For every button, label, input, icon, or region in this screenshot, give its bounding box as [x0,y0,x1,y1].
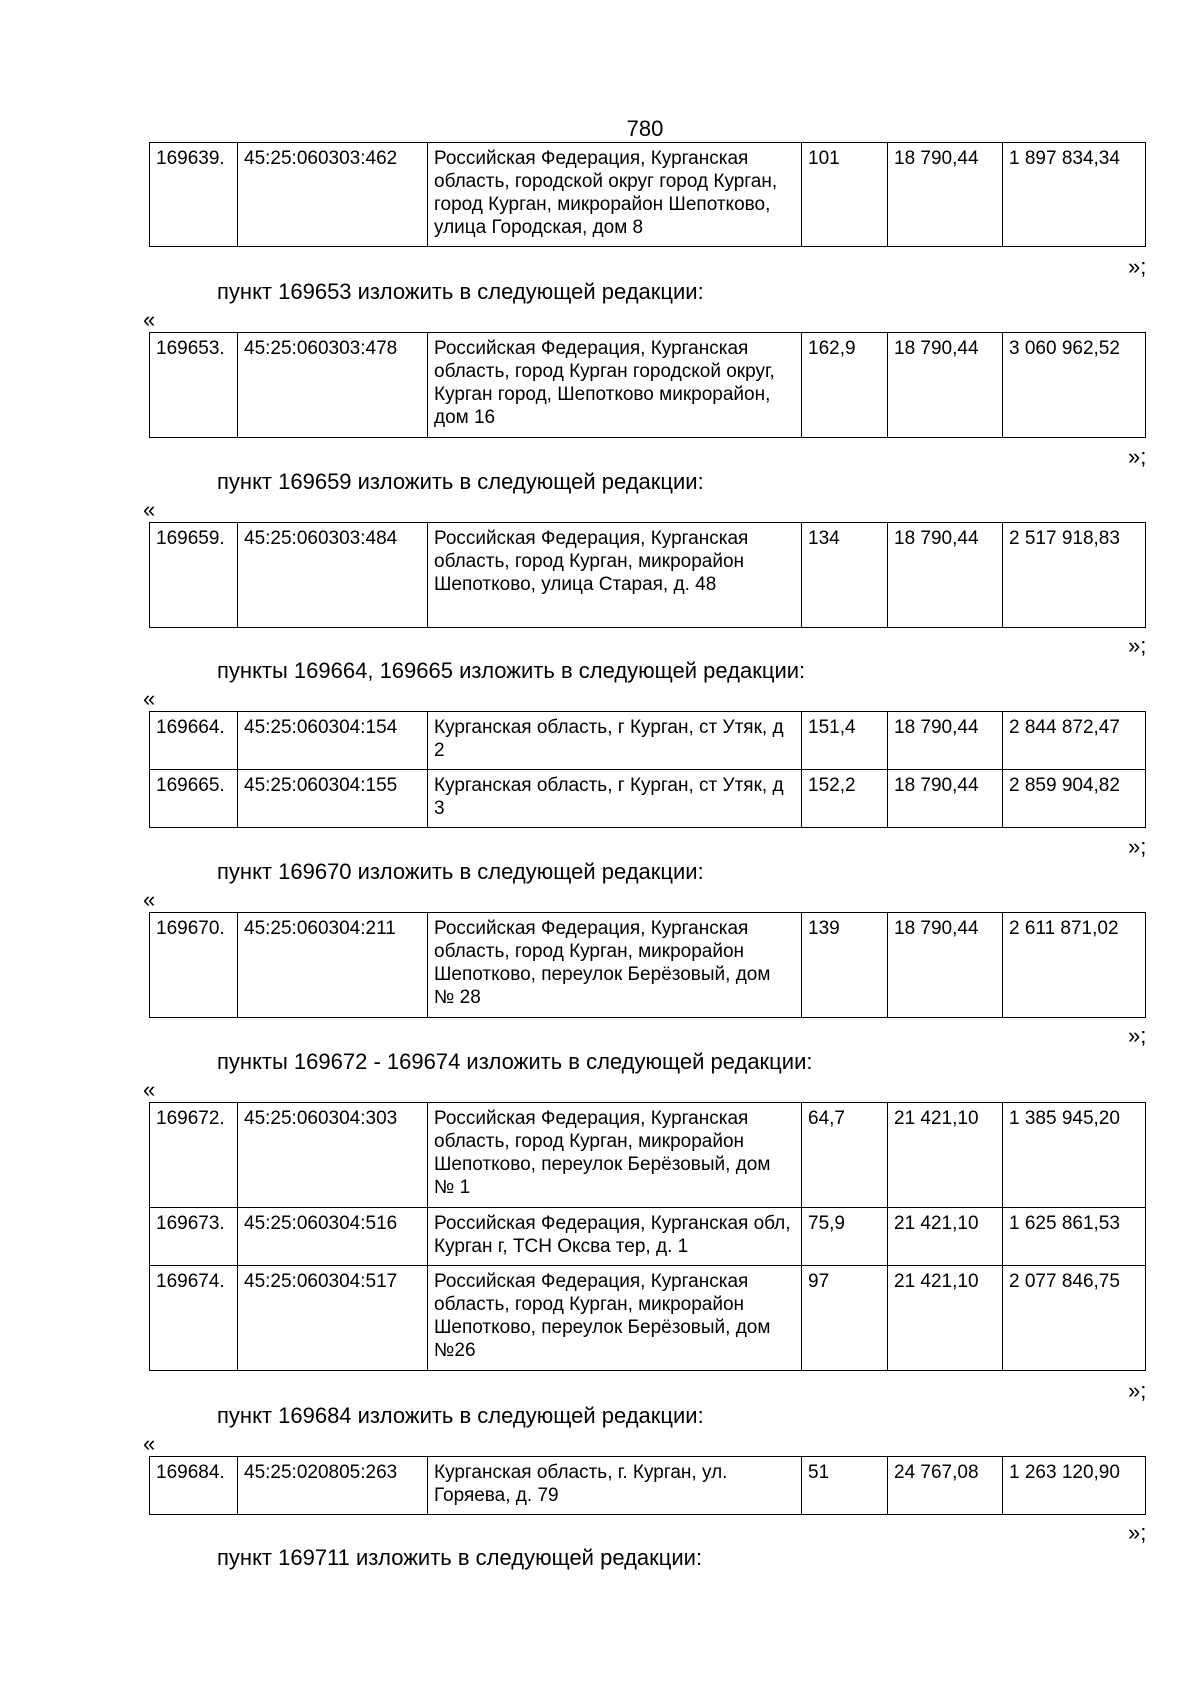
cadastral-number: 45:25:060304:517 [238,1266,428,1371]
table-row [150,712,1146,770]
area: 162,9 [802,333,888,438]
row-number: 169653. [150,333,238,438]
record-table [149,912,1146,1018]
area: 51 [802,1457,888,1515]
area: 75,9 [802,1208,888,1266]
close-quote: »; [1128,444,1147,469]
address: Российская Федерация, Курганская область, городской округ город Курган, город Курган, микрорайон Шепотково, улица Городская, дом 8 [428,143,802,247]
address: Российская Федерация, Курганская область, город Курган городской округ, Курган город, Шепотково микрорайон, дом 16 [428,333,802,438]
cadastral-value: 1 897 834,34 [1003,143,1146,247]
area: 134 [802,523,888,628]
area: 64,7 [802,1103,888,1208]
table-row [150,1103,1146,1208]
cadastral-value: 2 517 918,83 [1003,523,1146,628]
cadastral-value: 1 263 120,90 [1003,1457,1146,1515]
row-number: 169659. [150,523,238,628]
open-quote: « [143,887,156,912]
cadastral-number: 45:25:060303:478 [238,333,428,438]
cadastral-number: 45:25:060304:211 [238,913,428,1018]
cadastral-number: 45:25:060304:154 [238,712,428,770]
area: 97 [802,1266,888,1371]
open-quote: « [143,497,156,522]
row-number: 169674. [150,1266,238,1371]
instruction-text: пункт 169684 изложить в следующей редакции: [217,1403,704,1428]
record-table [149,522,1146,628]
instruction-text: пункт 169711 изложить в следующей редакции: [217,1545,703,1570]
close-quote: »; [1128,254,1147,279]
rate: 18 790,44 [888,770,1003,828]
address: Российская Федерация, Курганская область, город Курган, микрорайон Шепотково, переулок Берёзовый, дом №26 [428,1266,802,1371]
close-quote: »; [1128,1023,1147,1048]
address: Российская Федерация, Курганская область, город Курган, микрорайон Шепотково, переулок Берёзовый, дом № 28 [428,913,802,1018]
page-number: 780 [626,116,664,141]
area: 101 [802,143,888,247]
table-row [150,1457,1146,1515]
cadastral-value: 2 844 872,47 [1003,712,1146,770]
row-number: 169665. [150,770,238,828]
table-row [150,523,1146,628]
address: Российская Федерация, Курганская область, город Курган, микрорайон Шепотково, улица Старая, д. 48 [428,523,802,628]
rate: 24 767,08 [888,1457,1003,1515]
area: 151,4 [802,712,888,770]
cadastral-value: 2 611 871,02 [1003,913,1146,1018]
cadastral-number: 45:25:060304:155 [238,770,428,828]
record-table [149,332,1146,438]
cadastral-number: 45:25:060304:303 [238,1103,428,1208]
record-table [149,711,1146,828]
address: Российская Федерация, Курганская обл, Курган г, ТСН Оксва тер, д. 1 [428,1208,802,1266]
row-number: 169673. [150,1208,238,1266]
cadastral-number: 45:25:060303:462 [238,143,428,247]
table-row [150,913,1146,1018]
row-number: 169684. [150,1457,238,1515]
close-quote: »; [1128,834,1147,859]
address: Российская Федерация, Курганская область, город Курган, микрорайон Шепотково, переулок Берёзовый, дом № 1 [428,1103,802,1208]
area: 139 [802,913,888,1018]
cadastral-number: 45:25:020805:263 [238,1457,428,1515]
instruction-text: пункты 169672 - 169674 изложить в следующей редакции: [217,1049,813,1074]
rate: 18 790,44 [888,913,1003,1018]
address: Курганская область, г Курган, ст Утяк, д 3 [428,770,802,828]
address: Курганская область, г Курган, ст Утяк, д 2 [428,712,802,770]
close-quote: »; [1128,633,1147,658]
rate: 18 790,44 [888,143,1003,247]
cadastral-value: 2 859 904,82 [1003,770,1146,828]
row-number: 169672. [150,1103,238,1208]
cadastral-value: 1 385 945,20 [1003,1103,1146,1208]
row-number: 169639. [150,143,238,247]
rate: 18 790,44 [888,333,1003,438]
rate: 18 790,44 [888,523,1003,628]
area: 152,2 [802,770,888,828]
instruction-text: пункты 169664, 169665 изложить в следующей редакции: [217,658,806,683]
cadastral-number: 45:25:060303:484 [238,523,428,628]
row-number: 169664. [150,712,238,770]
instruction-text: пункт 169670 изложить в следующей редакции: [217,859,704,884]
row-number: 169670. [150,913,238,1018]
cadastral-number: 45:25:060304:516 [238,1208,428,1266]
table-row [150,1208,1146,1266]
cadastral-value: 3 060 962,52 [1003,333,1146,438]
rate: 21 421,10 [888,1103,1003,1208]
instruction-text: пункт 169653 изложить в следующей редакции: [217,279,704,304]
close-quote: »; [1128,1520,1147,1545]
open-quote: « [143,307,156,332]
record-table [149,1102,1146,1371]
table-row [150,333,1146,438]
address: Курганская область, г. Курган, ул. Горяева, д. 79 [428,1457,802,1515]
table-row [150,143,1146,247]
table-row [150,1266,1146,1371]
open-quote: « [143,1077,156,1102]
close-quote: »; [1128,1378,1147,1403]
open-quote: « [143,1431,156,1456]
open-quote: « [143,686,156,711]
record-table [149,142,1146,247]
rate: 18 790,44 [888,712,1003,770]
cadastral-value: 1 625 861,53 [1003,1208,1146,1266]
record-table [149,1456,1146,1515]
rate: 21 421,10 [888,1208,1003,1266]
instruction-text: пункт 169659 изложить в следующей редакции: [217,469,704,494]
table-row [150,770,1146,828]
cadastral-value: 2 077 846,75 [1003,1266,1146,1371]
rate: 21 421,10 [888,1266,1003,1371]
